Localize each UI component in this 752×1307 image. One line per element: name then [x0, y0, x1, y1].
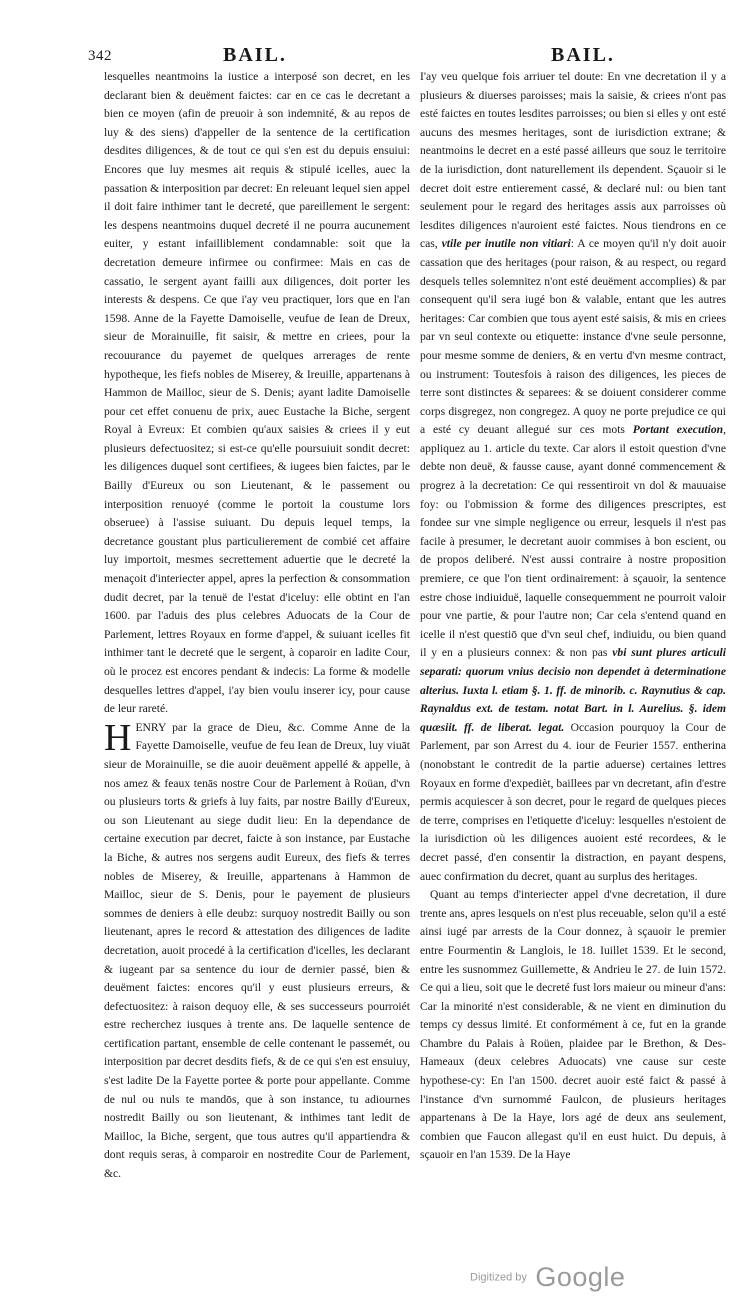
- right-column: [420, 68, 726, 1165]
- digitized-watermark: [470, 1262, 625, 1293]
- left-column: [104, 68, 410, 1184]
- right-paragraph-1-part-d: Occasion pourquoy la Cour de Parlement, par son Arrest du 4. iour de Feurier 1557. entherina (nonobstant le contredit de la partie aduerse) certaines lettres Royaux en forme d'expedièt, baillees par vn decretant, afin d'estre permis acquiescer à son decret, pour le regard de quelques pieces de terre, comprises en l'etiquette d'iceluy: lesquelles n'estoient de la iurisdiction où les diligences auoient esté recordees, & le decret passé, d'en consentir la distraction, en payant despens, auec confirmation du decret, quant au surplus des heritages.: [420, 720, 726, 883]
- running-title-right: BAIL.: [551, 44, 615, 66]
- left-paragraph-2-text: ENRY par la grace de Dieu, &c. Comme Anne de la Fayette Damoiselle, veufue de feu Iean de Dreux, luy viuāt sieur de Morainuille, se die auoir deuëment appellé & appelle, à nos amez & feaux tenās nostre Cour de Parlement à Roüan, d'vn ou plusieurs torts & griefs à luy faits, par nostre Bailly d'Eureux, ou son Lieutenant au siege dudit lieu: En la dependance de certaine execution par decret, faicte à son instance, par Eustache la Biche, & autres nos sergens audit Eureux, des fiefs & terres nobles de Miserey, & Ireuille, appartenans à Hammon de Mailloc, sieur de S. Denis, pour le payement de plusieurs sommes de deniers à elle deubz: surquoy nostredit Bailly ou son lieutenant, apres le record & attestation des diligences de ladite decretation, auoit procedé à la certification d'icelles, les declarant & iugeant par sa sentence du iour de dernier passé, bien & deuëment faictes: encores qu'il y eust plusieurs erreurs, & defectuositez: à raison dequoy elle, & ses successeurs pourroiét estre recherchez iusques à trente ans. De laquelle sentence de certification partant, ensemble de celle contenant le passemét, ou interposition par decret desdits fiefs, & de ce qui s'en est ensuiuy, s'est ladite De la Fayette portee & porte pour appellante. Comme de nul ou nuls te mandōs, que à son instance, tu adiournes nostredit Bailly ou son lieutenant, & inthimes tant ledit de Mailloc, la Biche, sergent, que tous autres qu'il appartiendra & dont requis seras, à comparoir en nostredite Cour de Parlement, &c.: [104, 720, 410, 1181]
- right-paragraph-1-part-c: , appliquez au 1. article du texte. Car alors il estoit question d'vne debte non deuë, & fausse cause, ayant donné commencement & progrez à la decretation: Ce qui ressentiroit vn dol & mauuaise foy: ou l'obmission & forme des diligences prescriptes, est fondee sur vne simple negligence ou erreur, lesquels il n'est pas facile à presumer, le decretant auoir commises à bon escient, ou de propos deliberé. N'est aussi contraire à nostre proposition premiere, ce que l'on tient ordinairement: à sçauoir, la sentence estre chose indiuiduë, laquelle consequemment ne pourroit valoir pour vne partie, & pour l'autre non; Car cela s'entend quand en icelle il n'est questiō que d'vn seul chef, indiuidu, ou bien quand il y en a plusieurs connex: & non pas: [420, 423, 726, 660]
- drop-cap: H: [104, 716, 132, 759]
- latin-quote-1: vtile per inutile non vitiari: [441, 237, 571, 251]
- digitized-label: Digitized by: [470, 1271, 527, 1284]
- latin-quote-3: vbi sunt plures articuli separati: quorum vnius decisio non dependet à determinatione alterius. Iuxta l. etiam §. 1. ff. de minorib. c. Raynutius & cap. Raynaldus ext. de testam. notat Bart. in l. Aurelius. §. idem quæsiit. ff. de liberat. legat.: [420, 646, 726, 734]
- left-paragraph-1: lesquelles neantmoins la iustice a interposé son decret, en les declarant bien & deuëment faictes: car en ce cas le decretant a bien ce moyen (afin de preuoir à son indemnité, & au repos de luy & des siens) d'appeller de la sentence de la certification desdites diligences, & de tout ce qui s'en est du depuis ensuiui: Encores que luy mesmes ait requis & stipulé icelles, auec la passation & interposition par decret: En releuant lequel sien appel il doit faire inthimer tant le decreté, que pareillement le sergent: les despens neantmoins duquel decreté il ne pourra aucunement euiter, y estant infailliblement condamnable: soit que la decretation demeure infirmee ou confirmee: Mais en cas de cassatio, le sergent ayant failli aux diligences, doit porter les interests & despens. Ce que i'ay veu practiquer, lors que en l'an 1598. Anne de la Fayette Damoiselle, veufue de Iean de Dreux, sieur de Morainuille, fit saisir, & mettre en criees, pour la recouurance du payemet de quelques arrerages de rente hypotheque, les fiefs nobles de Miserey, & Ireuille, appartenans à Hammon de Mailloc, sieur de S. Denis; ayant ladite Damoiselle pour cet effet conuenu de prix, auec Eustache la Biche, sergent Royal à Evreux: Et combien qu'aux saisies & criees il y eut plusieurs defectuositez; si est-ce qu'elle poursuiuit sondit decret: les diligences duquel sont certifiees, & iugees bien faictes, par le Bailly d'Eureux ou son Lieutenant, & le passement ou interposition renuoyé (comme le portoit la coustume lors obseruee) à l'assise suiuant. Du depuis lequel temps, la decretance goustant plus particulierement de combié cet affaire luy importoit, mesmes secrettement aduertie que le decreté la menaçoit d'interiecter appel, apres la perfection & consommation dudit decret, par la tenuë de l'estat d'iceluy: elle obtint en l'an 1600. par l'aduis des plus celebres Aduocats de la Cour de Parlement, lettres Royaux en forme d'appel, & suiuant icelles fit inthimer tant le decreté que le sergent, à coparoir en ladite Cour, où le procez est encores pendant & indecis: La forme & modelle desquelles lettres d'appel, i'ay bien voulu inserer icy, pour cause de leur rareté.: [104, 70, 410, 716]
- running-title-left: BAIL.: [223, 44, 287, 66]
- google-logo: Google: [535, 1262, 626, 1292]
- right-paragraph-2: Quant au temps d'interiecter appel d'vne decretation, il dure trente ans, apres lesquels on n'est plus receuable, selon qu'il a esté ainsi iugé par arrests de la Cour donnez, à sçauoir le premier entre Fourmentin & Langlois, le 18. Iuillet 1539. Et le second, entre les susnommez Guillemette, & Andrieu le 27. de Iuin 1572. Ce qui a lieu, soit que le decreté fust lors maieur ou mineur d'ans: Car la minorité n'est considerable, & ne vient en diminution du temps cy dessus limité. Et conformément à ce, fut en la grande Chambre du Palais à Roüen, plaidee par le Brethon, & Des-Hameaux (deux celebres Aduocats) vne cause sur ceste hypothese-cy: En l'an 1500. decret auoir esté faict & passé à l'instance d'vn surnommé Faulcon, de plusieurs heritages appartenans à De la Haye, lors agé de deux ans seulement, combien que Faucon allegast qu'il en eust huict. Du depuis, à sçauoir en l'an 1539. De la Haye: [420, 888, 726, 1162]
- latin-quote-2: Portant execution: [632, 423, 724, 437]
- page-number: 342: [88, 48, 112, 64]
- right-paragraph-1: [420, 68, 726, 886]
- right-paragraph-1-part-b: : A ce moyen qu'il n'y doit auoir cassation que des heritages (pour raison, & au respect, ou regard desquels telles solemnitez n'ont esté deuëment accomplies) & par consequent qu'il sera iugé bon & valable, entant que les autres heritages: Car combien que tous ayent esté saisis, & mis en criees par vn seul contexte ou etiquette: instance d'vne seule personne, pour mesme somme de deniers, & en vertu d'vn mesme contract, ou instrument: Toutesfois à raison des diligences, les pieces de terre sont distinctes & separees: & se doiuent considerer comme corps disgregez, non congregez. A quoy ne porte prejudice ce qui a esté cy deuant allegué sur ces mots: [420, 237, 726, 437]
- left-paragraph-2: [104, 716, 410, 1184]
- right-paragraph-1-part-a: I'ay veu quelque fois arriuer tel doute: En vne decretation il y a plusieurs & diuerses paroisses; mais la saisie, & criees n'ont pas esté faictes en toutes lesdites parroisses; ou bien si elles y ont esté aucuns des mesmes heritages, sont de iurisdiction extrane; & neantmoins le decret en a esté passé ailleurs que souz le territoire de la iurisdiction, dont naturellement ils dependent. Sçauoir si le decret doit estre entierement cassé, & declaré nul: ou bien tant seulement pour le regard des heritages assis aux parroisses où lesdites diligences n'auroient esté faictes. Nous tiendrons en ce cas,: [420, 70, 726, 251]
